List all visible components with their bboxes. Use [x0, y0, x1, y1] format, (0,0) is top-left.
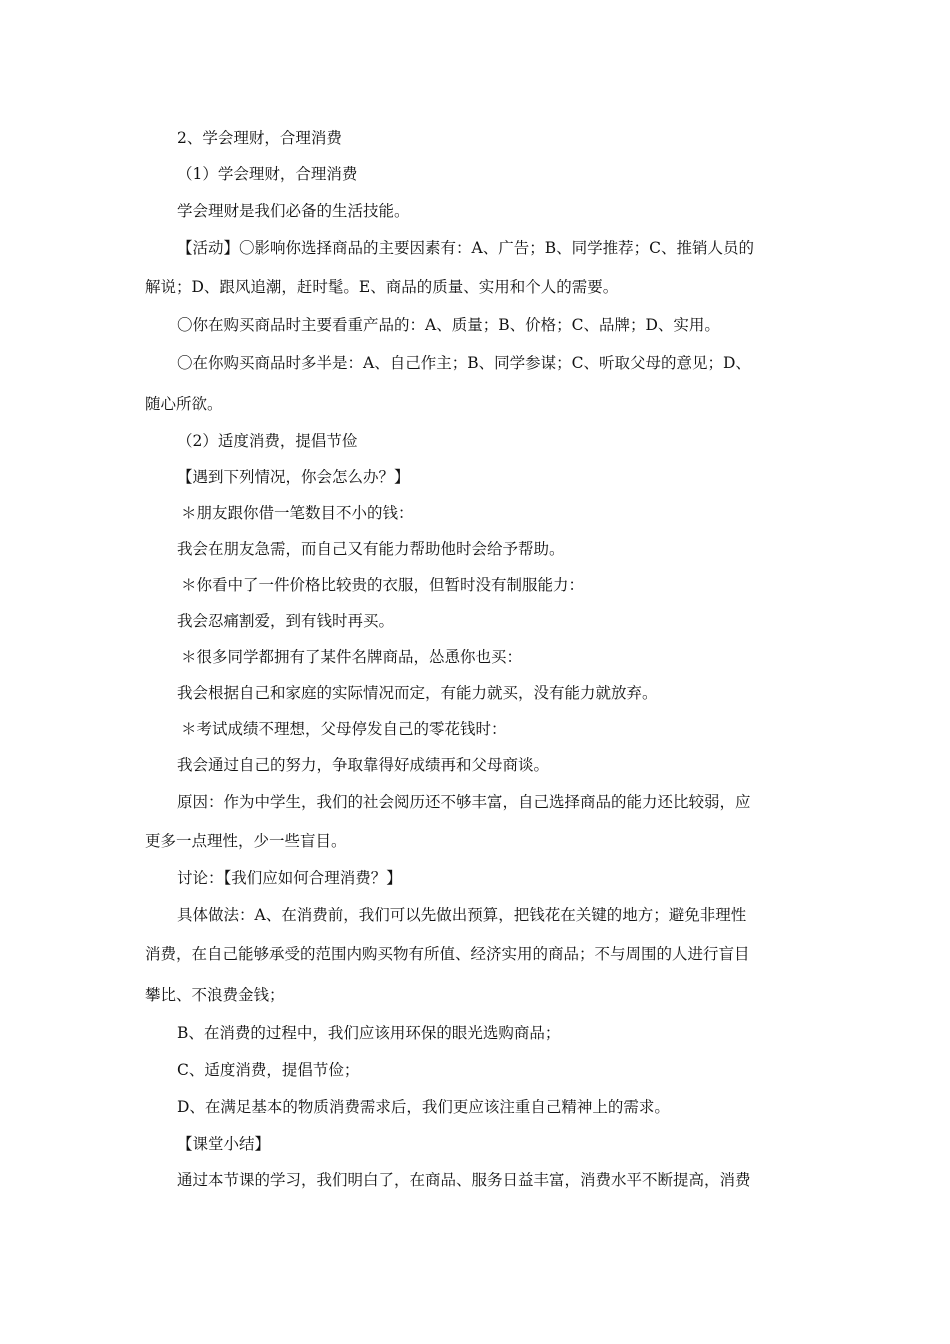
method-line: B、在消费的过程中，我们应该用环保的眼光选购商品； — [177, 1024, 561, 1042]
method-line: D、在满足基本的物质消费需求后，我们更应该注重自己精神上的需求。 — [177, 1098, 670, 1116]
reason-line: 原因：作为中学生，我们的社会阅历还不够丰富，自己选择商品的能力还比较弱，应 — [177, 793, 751, 811]
summary-line: 通过本节课的学习，我们明白了，在商品、服务日益丰富，消费水平不断提高，消费 — [177, 1171, 751, 1189]
paragraph-line: 随心所欲。 — [145, 395, 223, 413]
question-line: 〇在你购买商品时多半是：A、自己作主；B、同学参谋；C、听取父母的意见；D、 — [177, 354, 751, 372]
subsection-heading: （2）适度消费，提倡节俭 — [177, 432, 358, 450]
method-line: C、适度消费，提倡节俭； — [177, 1061, 360, 1079]
discussion-heading: 讨论：【我们应如何合理消费？】 — [177, 869, 402, 887]
scenario-heading: 【遇到下列情况，你会怎么办？】 — [177, 468, 410, 486]
subsection-heading: （1）学会理财，合理消费 — [177, 165, 358, 183]
scenario-item: ＊考试成绩不理想，父母停发自己的零花钱时： — [181, 720, 507, 738]
paragraph-line: 攀比、不浪费金钱； — [145, 986, 285, 1004]
scenario-answer: 我会忍痛割爱，到有钱时再买。 — [177, 612, 395, 630]
scenario-answer: 我会根据自己和家庭的实际情况而定，有能力就买，没有能力就放弃。 — [177, 684, 658, 702]
method-line: 具体做法：A、在消费前，我们可以先做出预算，把钱花在关键的地方；避免非理性 — [177, 906, 747, 924]
paragraph-line: 学会理财是我们必备的生活技能。 — [177, 202, 410, 220]
scenario-answer: 我会通过自己的努力，争取靠得好成绩再和父母商谈。 — [177, 756, 550, 774]
scenario-item: ＊朋友跟你借一笔数目不小的钱： — [181, 504, 414, 522]
section-heading: 2、学会理财，合理消费 — [177, 129, 342, 147]
summary-heading: 【课堂小结】 — [177, 1135, 271, 1153]
scenario-item: ＊你看中了一件价格比较贵的衣服，但暂时没有制服能力： — [181, 576, 585, 594]
question-line: 〇你在购买商品时主要看重产品的：A、质量；B、价格；C、品牌；D、实用。 — [177, 316, 720, 334]
paragraph-line: 解说；D、跟风追潮，赶时髦。E、商品的质量、实用和个人的需要。 — [145, 278, 619, 296]
activity-line: 【活动】〇影响你选择商品的主要因素有：A、广告；B、同学推荐；C、推销人员的 — [177, 239, 754, 257]
paragraph-line: 消费，在自己能够承受的范围内购买物有所值、经济实用的商品；不与周围的人进行盲目 — [145, 945, 750, 963]
scenario-item: ＊很多同学都拥有了某件名牌商品，怂恿你也买： — [181, 648, 523, 666]
scenario-answer: 我会在朋友急需，而自己又有能力帮助他时会给予帮助。 — [177, 540, 565, 558]
paragraph-line: 更多一点理性，少一些盲目。 — [145, 832, 347, 850]
